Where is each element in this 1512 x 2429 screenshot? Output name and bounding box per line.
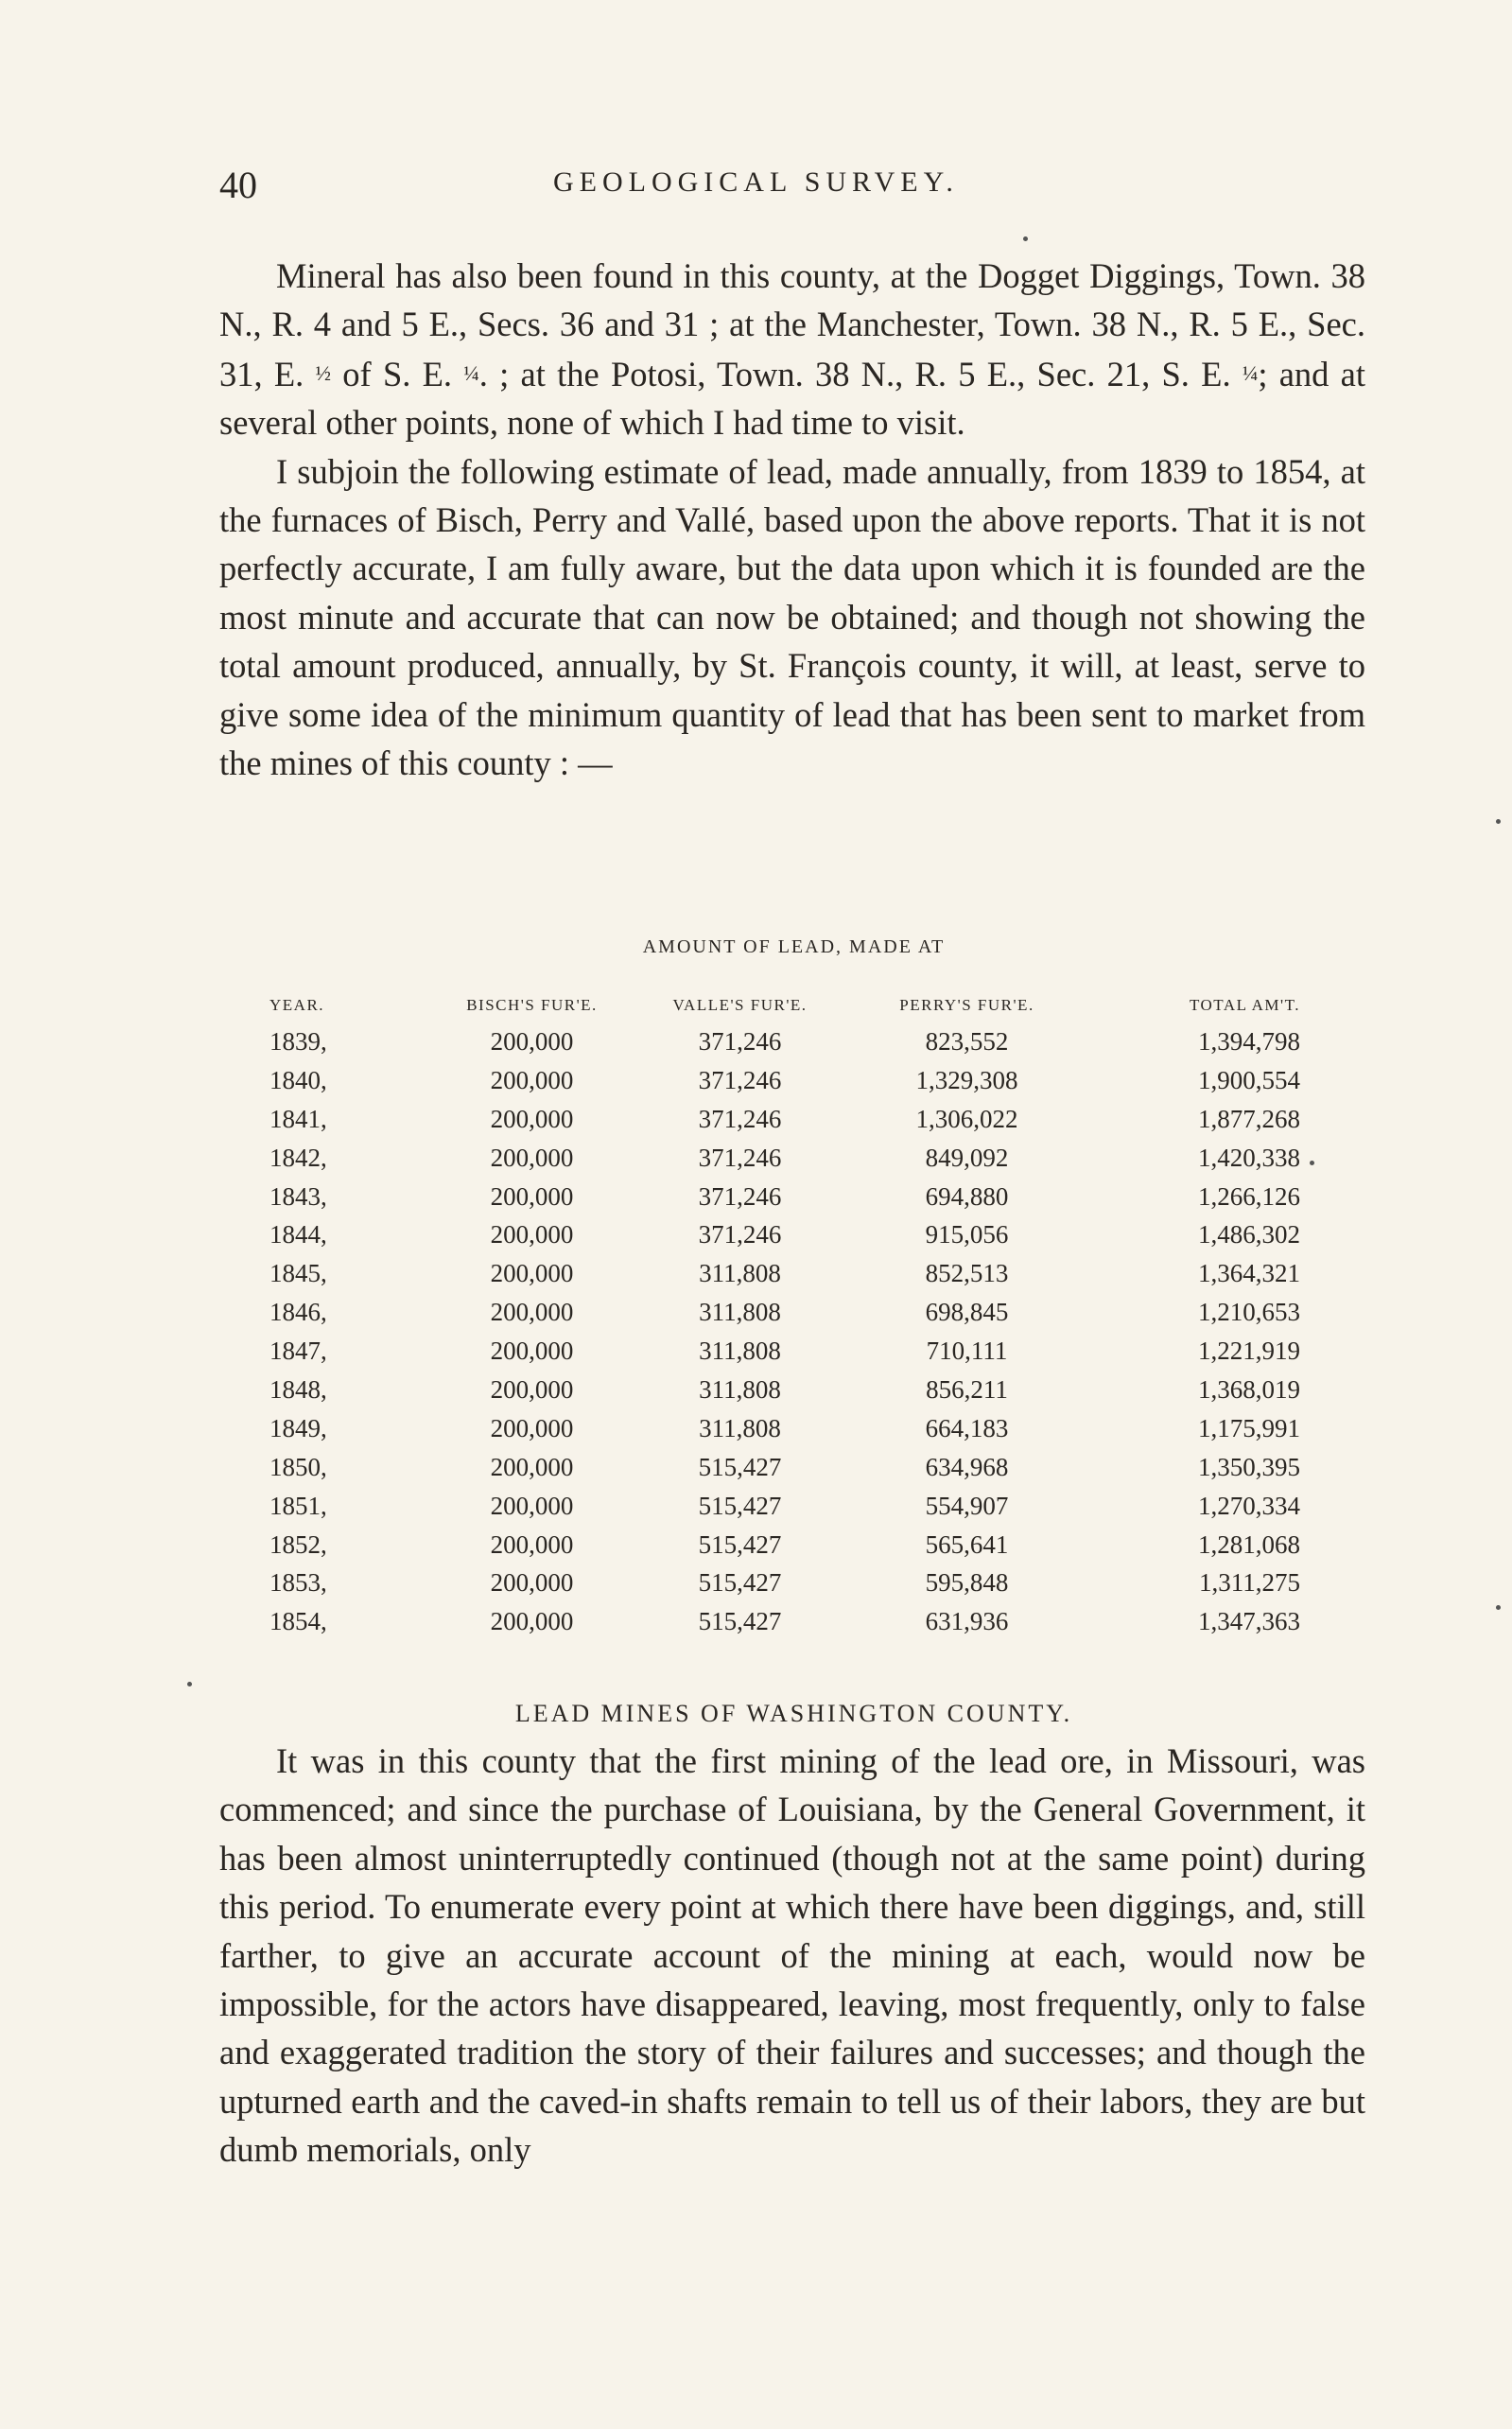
cell-total: 1,364,321: [1198, 1259, 1300, 1288]
cell-valle: 371,246: [698, 1065, 782, 1094]
cell-bisch: 200,000: [490, 1298, 574, 1327]
column-header-bisch: BISCH'S FUR'E.: [466, 996, 598, 1014]
cell-valle: 515,427: [698, 1568, 782, 1598]
cell-bisch: 200,000: [490, 1104, 574, 1133]
cell-bisch: 200,000: [490, 1259, 574, 1288]
cell-valle: 371,246: [698, 1143, 782, 1172]
cell-valle: 515,427: [698, 1607, 782, 1636]
table-row: [269, 1371, 1300, 1409]
intro-text: [219, 252, 1365, 787]
cell-total: 1,347,363: [1198, 1607, 1300, 1636]
cell-perry: 631,936: [925, 1607, 1009, 1636]
column-header-total: TOTAL AM'T.: [1189, 996, 1300, 1014]
cell-valle: 515,427: [698, 1491, 782, 1520]
fraction-quarter-2: ¼: [1242, 360, 1259, 385]
cell-year: 1850,: [269, 1452, 327, 1481]
cell-bisch: 200,000: [490, 1491, 574, 1520]
cell-year: 1852,: [269, 1529, 327, 1559]
paragraph-other-points: Mineral has also been found in this county, at the Dogget Diggings, Town. 38 N., R. 4 and 5 E., Secs. 36 and 31 ; at the Manchester, Town. 38 N., R. 5 E., Sec. 31, E. ½ of S. E. ¼. ; at the Potosi, Town. 38 N., R. 5 E., Sec. 21, S. E. ¼; and at several other points, none of which I had time to visit.: [219, 256, 1366, 443]
running-head: [0, 163, 1512, 210]
table-row: [269, 1564, 1300, 1602]
section-heading: LEAD MINES OF WASHINGTON COUNTY.: [514, 1700, 1073, 1727]
cell-total: 1,281,068: [1198, 1529, 1300, 1559]
cell-total: 1,877,268: [1198, 1104, 1300, 1133]
cell-bisch: 200,000: [490, 1374, 574, 1404]
column-header-perry: PERRY'S FUR'E.: [899, 996, 1034, 1014]
cell-valle: 371,246: [698, 1181, 782, 1211]
cell-bisch: 200,000: [490, 1413, 574, 1442]
table-row: [269, 1487, 1300, 1526]
cell-total: 1,175,991: [1198, 1413, 1300, 1442]
cell-perry: 915,056: [925, 1220, 1009, 1249]
fraction-quarter: ¼: [463, 360, 479, 385]
paragraph-estimate: I subjoin the following estimate of lead, made annually, from 1839 to 1854, at the furnaces of Bisch, Perry and Vallé, based upon the above reports. That it is not perfectly accurate, I am fully aware, but the data upon which it is founded are the most minute and accurate that can now be obtained; and though not showing the total amount produced, annually, by St. François county, it will, at least, serve to give some idea of the minimum quantity of lead that has been sent to market from the mines of this county : —: [219, 451, 1365, 783]
stray-mark: [187, 1682, 192, 1686]
cell-perry: 1,329,308: [915, 1065, 1018, 1094]
cell-valle: 371,246: [698, 1104, 782, 1133]
cell-bisch: 200,000: [490, 1065, 574, 1094]
cell-total: 1,221,919: [1198, 1337, 1300, 1366]
cell-valle: 371,246: [698, 1220, 782, 1249]
cell-valle: 311,808: [699, 1259, 781, 1288]
table-row: [269, 1332, 1300, 1371]
cell-total: 1,394,798: [1198, 1026, 1300, 1056]
cell-valle: 515,427: [698, 1529, 782, 1559]
table-row: [269, 1409, 1300, 1448]
cell-bisch: 200,000: [490, 1452, 574, 1481]
cell-bisch: 200,000: [490, 1607, 574, 1636]
table-row: [269, 1139, 1300, 1178]
cell-year: 1842,: [269, 1143, 327, 1172]
cell-bisch: 200,000: [490, 1026, 574, 1056]
cell-perry: 823,552: [925, 1026, 1009, 1056]
cell-bisch: 200,000: [490, 1568, 574, 1598]
cell-perry: 554,907: [925, 1491, 1009, 1520]
cell-total: 1,350,395: [1198, 1452, 1300, 1481]
cell-valle: 371,246: [698, 1026, 782, 1056]
cell-perry: 634,968: [925, 1452, 1009, 1481]
cell-perry: 565,641: [925, 1529, 1009, 1559]
table-row: [269, 1215, 1300, 1254]
cell-total: 1,270,334: [1198, 1491, 1300, 1520]
table-row: [269, 1448, 1300, 1487]
cell-year: 1847,: [269, 1337, 327, 1366]
cell-total: 1,210,653: [1198, 1298, 1300, 1327]
column-header-valle: VALLE'S FUR'E.: [672, 996, 808, 1014]
cell-bisch: 200,000: [490, 1337, 574, 1366]
table-row: [269, 1061, 1300, 1100]
cell-bisch: 200,000: [490, 1529, 574, 1559]
stray-mark: [1496, 819, 1501, 824]
cell-year: 1840,: [269, 1065, 327, 1094]
cell-year: 1848,: [269, 1374, 327, 1404]
cell-perry: 710,111: [926, 1337, 1008, 1366]
table-header-row: [269, 988, 1300, 1022]
section-text: [219, 1737, 1365, 2175]
cell-perry: 694,880: [925, 1181, 1009, 1211]
table-row: [269, 1178, 1300, 1216]
cell-valle: 311,808: [699, 1374, 781, 1404]
table-row: [269, 1293, 1300, 1332]
table-row: [269, 1602, 1300, 1641]
cell-valle: 311,808: [699, 1413, 781, 1442]
cell-valle: 311,808: [699, 1337, 781, 1366]
cell-perry: 595,848: [925, 1568, 1009, 1598]
cell-valle: 515,427: [698, 1452, 782, 1481]
cell-year: 1841,: [269, 1104, 327, 1133]
column-header-year: YEAR.: [269, 996, 325, 1014]
cell-year: 1839,: [269, 1026, 327, 1056]
page-number: 40: [219, 164, 257, 206]
table-body: [269, 1022, 1300, 1641]
fraction-half: ½: [315, 360, 332, 385]
stray-mark: [1023, 236, 1028, 241]
cell-total: 1,420,338: [1198, 1143, 1300, 1172]
cell-year: 1853,: [269, 1568, 327, 1598]
cell-perry: 849,092: [925, 1143, 1009, 1172]
table-heading: AMOUNT OF LEAD, MADE AT: [642, 936, 946, 957]
table-row: [269, 1100, 1300, 1139]
cell-year: 1854,: [269, 1607, 327, 1636]
cell-total: 1,368,019: [1198, 1374, 1300, 1404]
cell-total: 1,311,275: [1199, 1568, 1300, 1598]
stray-mark: [1310, 1161, 1314, 1165]
running-title: GEOLOGICAL SURVEY.: [553, 166, 959, 198]
cell-bisch: 200,000: [490, 1143, 574, 1172]
cell-year: 1845,: [269, 1259, 327, 1288]
cell-perry: 1,306,022: [915, 1104, 1018, 1133]
cell-year: 1846,: [269, 1298, 327, 1327]
cell-total: 1,486,302: [1198, 1220, 1300, 1249]
cell-year: 1843,: [269, 1181, 327, 1211]
cell-bisch: 200,000: [490, 1220, 574, 1249]
cell-perry: 664,183: [925, 1413, 1009, 1442]
cell-bisch: 200,000: [490, 1181, 574, 1211]
table-row: [269, 1022, 1300, 1061]
lead-production-table: [269, 988, 1300, 1641]
table-row: [269, 1254, 1300, 1293]
cell-perry: 852,513: [925, 1259, 1009, 1288]
paragraph-washington: It was in this county that the first mining of the lead ore, in Missouri, was commenced; and since the purchase of Louisiana, by the General Government, it has been almost uninterruptedly continued (though not at the same point) during this period. To enumerate every point at which there have been diggings, and, still farther, to give an accurate account of the mining at each, would now be impossible, for the actors have disappeared, leaving, most frequently, only to false and exaggerated tradition the story of their failures and successes; and though the upturned earth and the caved-in shafts remain to tell us of their labors, they are but dumb memorials, only: [219, 1741, 1365, 2170]
cell-year: 1844,: [269, 1220, 327, 1249]
stray-mark: [1496, 1605, 1501, 1610]
table-row: [269, 1526, 1300, 1564]
cell-valle: 311,808: [699, 1298, 781, 1327]
cell-perry: 856,211: [926, 1374, 1008, 1404]
cell-total: 1,900,554: [1198, 1065, 1300, 1094]
cell-year: 1849,: [269, 1413, 327, 1442]
cell-perry: 698,845: [925, 1298, 1009, 1327]
cell-total: 1,266,126: [1198, 1181, 1300, 1211]
cell-year: 1851,: [269, 1491, 327, 1520]
